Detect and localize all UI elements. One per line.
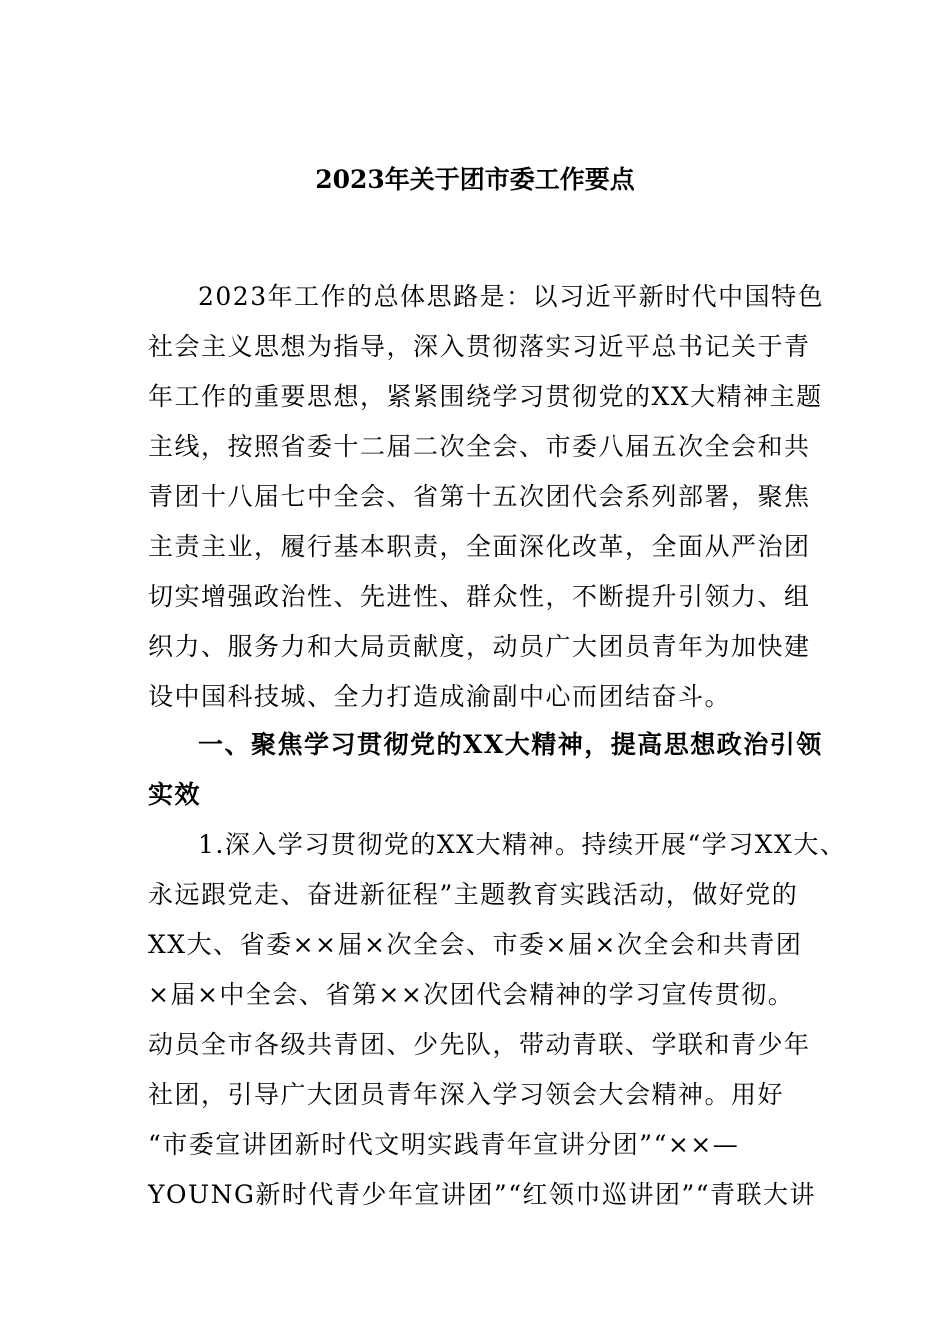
document-title: 2023年关于团市委工作要点 xyxy=(315,165,635,194)
text-line: 永远跟党走、奋进新征程”主题教育实践活动，做好党的 xyxy=(148,880,799,909)
text-line: YOUNG新时代青少年宣讲团”“红领巾巡讲团”“青联大讲 xyxy=(148,1180,817,1209)
text-line: 设中国科技城、全力打造成渝副中心而团结奋斗。 xyxy=(148,682,732,711)
text-line: 青团十八届七中全会、省第十五次团代会系列部署，聚焦 xyxy=(148,482,811,511)
text-line: 主线，按照省委十二届二次全会、市委八届五次全会和共 xyxy=(148,432,811,461)
text-line: 动员全市各级共青团、少先队，带动青联、学联和青少年 xyxy=(148,1030,811,1059)
text-line: ×届×中全会、省第××次团代会精神的学习宣传贯彻。 xyxy=(148,980,795,1009)
text-line: 社团，引导广大团员青年深入学习领会大会精神。用好 xyxy=(148,1080,785,1109)
intro-paragraph xyxy=(148,272,825,722)
section-heading-1 xyxy=(148,720,823,820)
text-line: 切实增强政治性、先进性、群众性，不断提升引领力、组 xyxy=(148,582,811,611)
text-line: 1.深入学习贯彻党的XX大精神。持续开展“学习XX大、 xyxy=(198,830,847,859)
heading-line: 一、聚焦学习贯彻党的XX大精神，提高思想政治引领 xyxy=(198,730,823,759)
text-line: 织力、服务力和大局贡献度，动员广大团员青年为加快建 xyxy=(148,632,811,661)
heading-line: 实效 xyxy=(148,780,202,809)
text-line: XX大、省委××届×次全会、市委×届×次全会和共青团 xyxy=(148,930,803,959)
item-1-paragraph xyxy=(148,820,847,1220)
text-line: 年工作的重要思想，紧紧围绕学习贯彻党的XX大精神主题 xyxy=(148,382,823,411)
text-line: 主责主业，履行基本职责，全面深化改革，全面从严治团 xyxy=(148,532,811,561)
text-line: “市委宣讲团新时代文明实践青年宣讲分团”“××— xyxy=(148,1130,740,1159)
text-line: 2023年工作的总体思路是：以习近平新时代中国特色 xyxy=(198,282,825,311)
text-line: 社会主义思想为指导，深入贯彻落实习近平总书记关于青 xyxy=(148,332,811,361)
